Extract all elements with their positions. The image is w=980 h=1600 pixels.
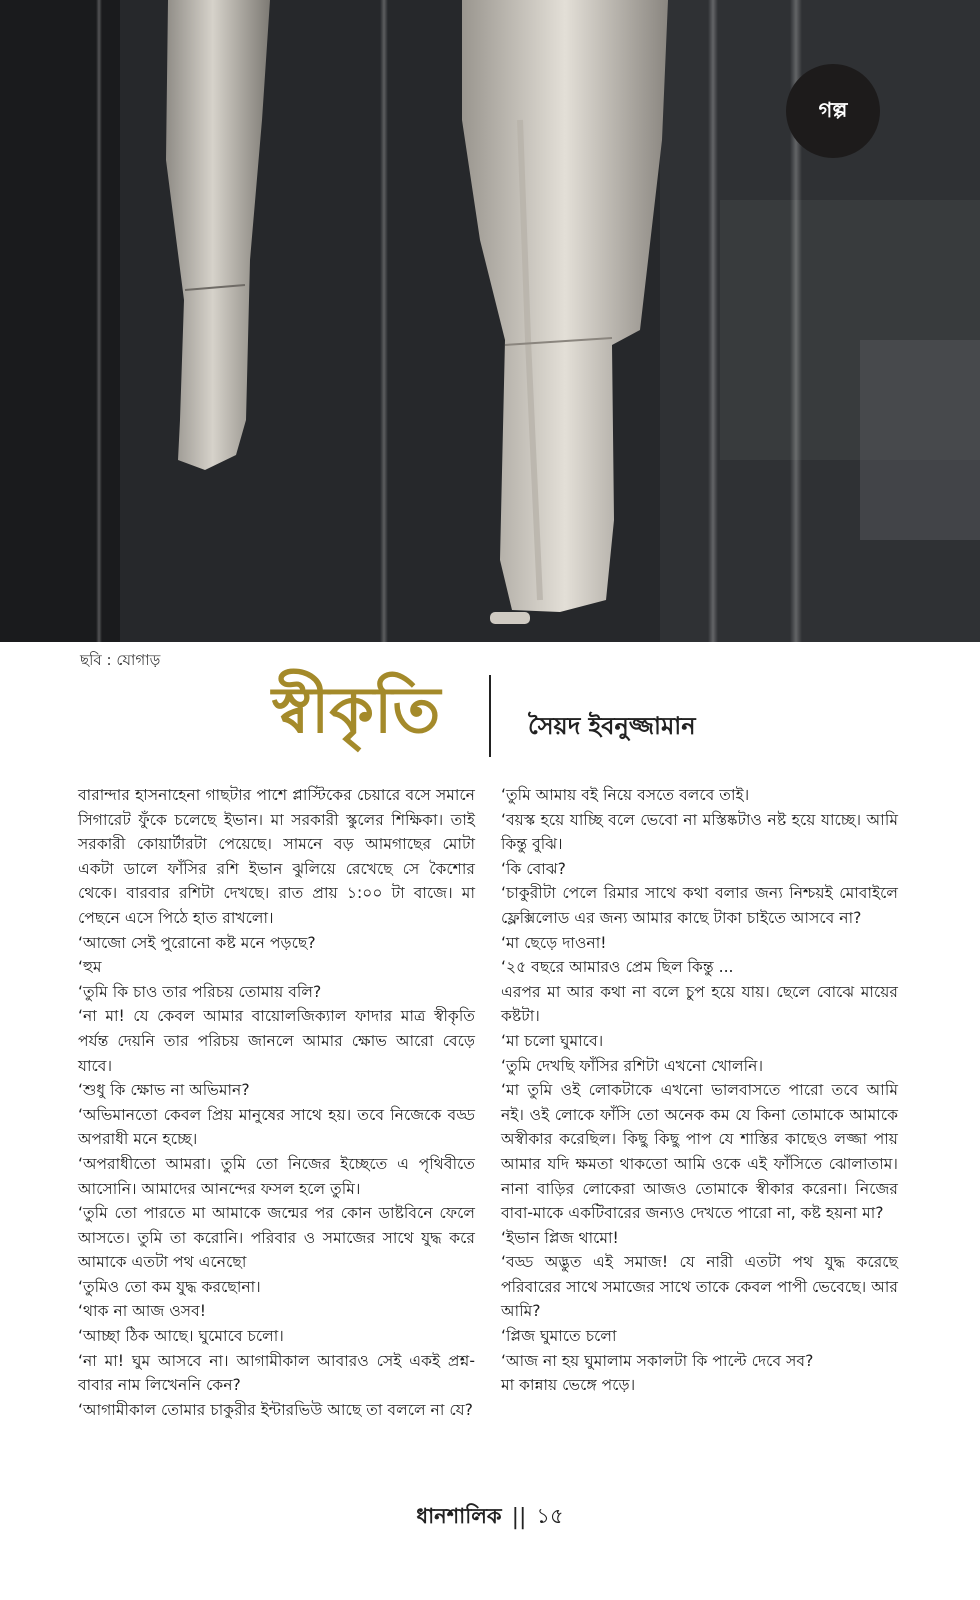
paragraph: ‘আচ্ছা ঠিক আছে। ঘুমোবে চলো। (78, 1327, 284, 1346)
paragraph: ‘তুমি দেখছি ফাঁসির রশিটা এখনো খোলনি। (501, 1056, 764, 1075)
paragraph: ‘তুমি আমায় বই নিয়ে বসতে বলবে তাই। (501, 786, 750, 804)
paragraph: ‘বয়স্ক হয়ে যাচ্ছি বলে ভেবো না মস্তিষ্কটাও নষ্ট হয়ে যাচ্ছে। আমি কিন্তু বুঝি। (501, 810, 898, 854)
paragraph: ‘না মা! যে কেবল আমার বায়োলজিক্যাল ফাদার মাত্র স্বীকৃতি পর্যন্ত দেয়নি তার পরিচয় জানলে আমার ক্ষোভ আরো বেড়ে যাবে। (78, 1007, 475, 1075)
paragraph: ‘প্লিজ ঘুমাতে চলো (501, 1327, 617, 1346)
paragraph: ‘মা ছেড়ে দাওনা! (501, 933, 607, 952)
hero-photo (0, 0, 980, 642)
paragraph: ‘তুমি তো পারতে মা আমাকে জন্মের পর কোন ডাষ্টবিনে ফেলে আসতে। তুমি তা করোনি। পরিবার ও সমাজের সাথে যুদ্ধ করে আমাকে এতটা পথ এনেছো (78, 1204, 475, 1272)
page-footer (0, 1500, 980, 1535)
image-caption: ছবি : যোগাড় (80, 651, 161, 669)
paragraph: ‘মা চলো ঘুমাবে। (501, 1031, 604, 1050)
paragraph: ‘মা তুমি ওই লোকটাকে এখনো ভালবাসতে পারো তবে আমি নই। ওই লোকে ফাঁসি তো অনেক কম যে কিনা তোমাকে আমাকে অস্বীকার করেছিল। কিছু কিছু পাপ যে শাস্তির কাছেও লজ্জা পায় আমার যদি ক্ষমতা থাকতো আমি ওকে এই ফাঁসিতে ঝোলাতাম। নানা বাড়ির লোকেরা আজও তোমাকে স্বীকার করেনা। নিজের বাবা-মাকে একটিবারের জন্যও দেখতে পারো না, কষ্ট হয়না মা? (501, 1081, 898, 1223)
paragraph: ‘চাকুরীটা পেলে রিমার সাথে কথা বলার জন্য নিশ্চয়ই মোবাইলে ফ্লেক্সিলোড এর জন্য আমার কাছে টাকা চাইতে আসবে না? (501, 884, 898, 927)
paragraph: বারান্দার হাসনাহেনা গাছটার পাশে প্লাস্টিকের চেয়ারে বসে সমানে সিগারেট ফুঁকে চলেছে ইভান। মা সরকারী স্কুলের শিক্ষিকা। তাই সরকারী কোয়ার্টারটা পেয়েছে। সামনে বড় আমগাছের মোটা একটা ডালে ফাঁসির রশি ইভান ঝুলিয়ে রেখেছে সে কৈশোর থেকে। বারবার রশিটা দেখছে। রাত প্রায় ১:০০ টা বাজে। মা পেছনে এসে পিঠে হাত রাখলো। (78, 786, 475, 927)
body-column-right (501, 783, 898, 1398)
paragraph: ‘কি বোঝ? (501, 859, 566, 878)
paragraph: ‘২৫ বছরে আমারও প্রেম ছিল কিন্তু ... (501, 958, 734, 977)
story-author: সৈয়দ ইবনুজ্জামান (528, 712, 696, 740)
paragraph: ‘অপরাধীতো আমরা। তুমি তো নিজের ইচ্ছেতে এ পৃথিবীতে আসোনি। আমাদের আনন্দের ফসল হলে তুমি। (78, 1154, 475, 1198)
paragraph: ‘না মা! ঘুম আসবে না। আগামীকাল আবারও সেই একই প্রশ্ন- বাবার নাম লিখেননি কেন? (78, 1351, 475, 1395)
paragraph: ‘শুধু কি ক্ষোভ না অভিমান? (78, 1081, 250, 1100)
paragraph: এরপর মা আর কথা না বলে চুপ হয়ে যায়। ছেলে বোঝে মায়ের কষ্টটা। (501, 982, 898, 1026)
paragraph: ‘আগামীকাল তোমার চাকুরীর ইন্টারভিউ আছে তা বললে না যে? (78, 1400, 473, 1419)
publication-logo: ধানশালিক (416, 1503, 502, 1528)
page-number: ১৫ (536, 1504, 564, 1528)
paragraph: ‘আজো সেই পুরোনো কষ্ট মনে পড়ছে? (78, 933, 316, 952)
paragraph: ‘বড্ড অদ্ভুত এই সমাজ! যে নারী এতটা পথ যুদ্ধ করেছে পরিবারের সাথে সমাজের সাথে তাকে কেবল পাপী ভেবেছে। আর আমি? (501, 1253, 898, 1321)
paragraph: মা কান্নায় ভেঙ্গে পড়ে। (501, 1376, 636, 1395)
category-label: গল্প (818, 97, 848, 122)
paragraph: ‘হুম (78, 958, 102, 977)
title-divider (489, 675, 491, 757)
paragraph: ‘তুমি কি চাও তার পরিচয় তোমায় বলি? (78, 982, 322, 1001)
paragraph: ‘অভিমানতো কেবল প্রিয় মানুষের সাথে হয়। তবে নিজেকে বড্ড অপরাধী মনে হচ্ছে। (78, 1105, 475, 1149)
body-column-left (78, 783, 475, 1422)
paragraph: ‘আজ না হয় ঘুমালাম সকালটা কি পাল্টে দেবে সব? (501, 1351, 814, 1370)
story-title: স্বীকৃতি (272, 673, 441, 748)
category-badge (786, 64, 880, 158)
footer-separator: || (511, 1505, 527, 1530)
paragraph: ‘থাক না আজ ওসব! (78, 1302, 207, 1321)
paragraph: ‘তুমিও তো কম যুদ্ধ করছোনা। (78, 1277, 261, 1296)
paragraph: ‘ইভান প্লিজ থামো! (501, 1228, 619, 1247)
